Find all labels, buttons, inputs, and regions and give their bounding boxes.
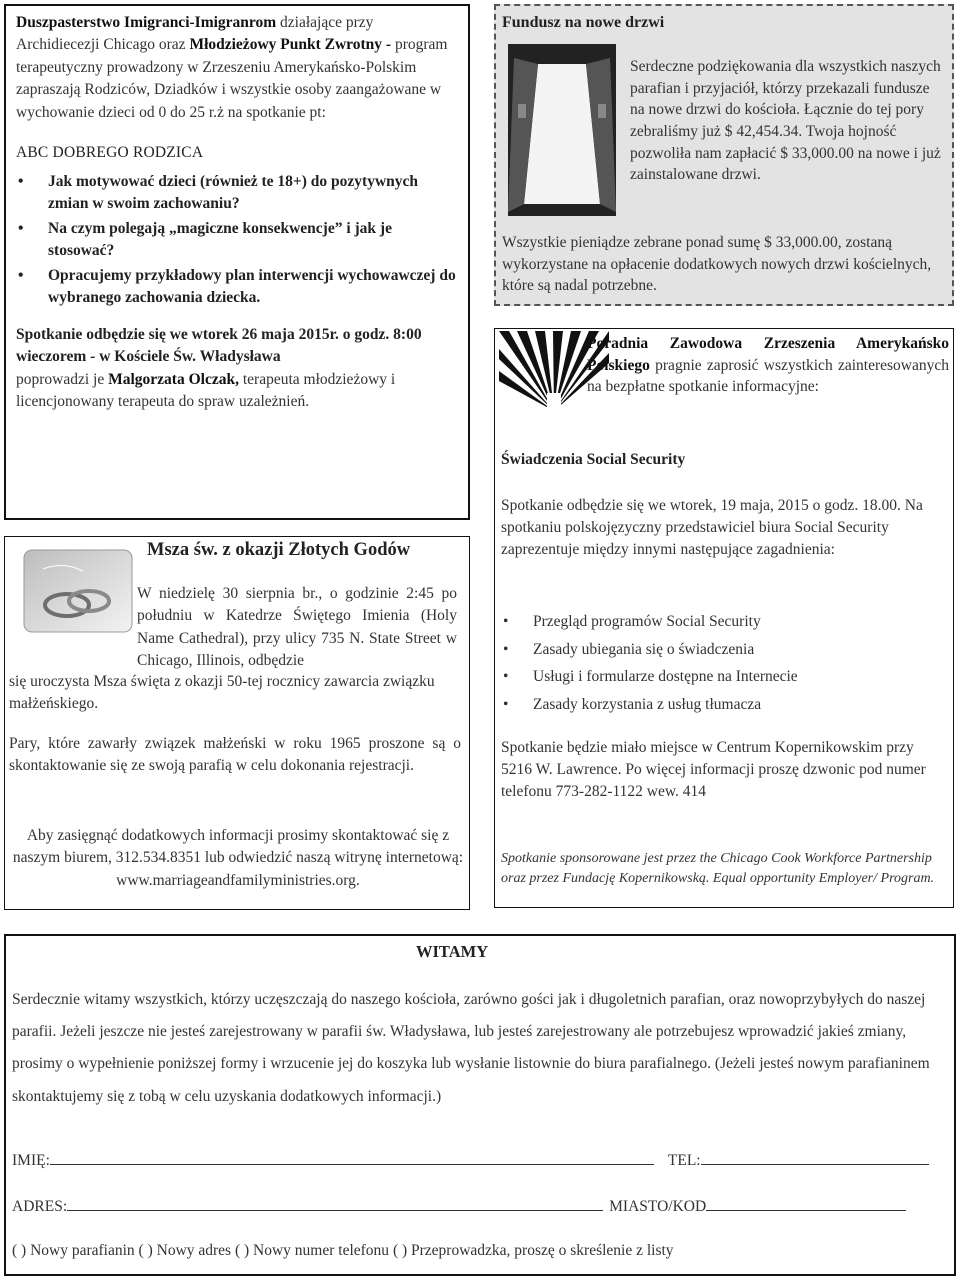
door-fund-title: Fundusz na nowe drzwi <box>502 14 665 31</box>
leader-name: Malgorzata Olczak, <box>108 370 239 388</box>
workshop-meeting-info: Spotkanie odbędzie się we wtorek 26 maja 2015r. o godz. 8:00 wieczorem - w Kościele Św. Władysława <box>16 325 422 366</box>
list-item: • Jak motywować dzieci (również te 18+) do pozytywnych zmian w swoim zachowaniu? <box>16 171 458 216</box>
couples-paragraph: Pary, które zawarły związek małżeński w roku 1965 proszone są o skontaktowanie się ze swoją parafią w celu dokonania rejestracji. <box>9 735 461 775</box>
intro-text-2: program terapeutyczny prowadzony w Zrzeszeniu Amerykańsko-Polskim zapraszają Rodziców, Dziadków i wszystkie osoby zaangażowane w wychowanie dzieci od 0 do 25 r.ż na spotkanie pt: <box>16 36 448 121</box>
address-city-row <box>12 1196 952 1218</box>
counseling-intro <box>587 333 949 398</box>
list-item: • Przegląd programów Social Security <box>501 611 947 633</box>
counseling-org-name: Poradnia Zawodowa Zrzeszenia Amerykańsko Polskiego <box>587 335 949 374</box>
contact-paragraph: Aby zasięgnąć dodatkowych informacji prosimy skontaktować się z naszym biurem, 312.534.8351 lub odwiedzić naszą witrynę internetową: www.marriageandfamilyministries.org. <box>12 827 464 889</box>
phone-label: TEL: <box>667 1152 701 1169</box>
anniversary-paragraph: W niedzielę 30 sierpnia br., o godzinie 2:45 po południu w Katedrze Świętego Imienia (Holy Name Cathedral), przy ulicy 735 N. State Street w Chicago, Illinois, odbędzie <box>137 585 457 670</box>
city-zip-label: MIASTO/KOD <box>609 1198 707 1215</box>
social-security-heading: Świadczenia Social Security <box>501 451 686 468</box>
option-new-address[interactable]: ( ) Nowy adres <box>138 1242 232 1259</box>
anniversary-paragraph-cont: się uroczysta Msza święta z okazji 50-tej rocznicy zawarcia związku małżeńskiego. <box>9 673 435 713</box>
address-field[interactable] <box>67 1196 603 1211</box>
welcome-paragraph: Serdecznie witamy wszystkich, którzy uczęszczają do naszego kościoła, zarówno gości jak i długoletnich parafian, oraz nowoprzybyłych do naszej parafii. Jeżeli jeszcze nie jesteś zarejestrowany w parafii św. Władysława, lub jesteś zarejestrowany ale potrzebujesz wprowadzić jakieś zmiany, prosimy o wypełnienie poniższej formy i wrzucenie jej do koszyka lub wysłanie listownie do biura parafialnego. (Jeżeli jesteś nowym parafianinem skontaktujemy się z tobą w celu uzyskania dodatkowych informacji.) <box>12 991 930 1105</box>
golden-anniversary-box <box>4 536 470 910</box>
workshop-heading: ABC DOBREGO RODZICA <box>16 144 204 162</box>
phone-field[interactable] <box>701 1150 929 1165</box>
list-item: • Usługi i formularze dostępne na Internecie <box>501 666 947 688</box>
option-new-parishioner[interactable]: ( ) Nowy parafianin <box>12 1242 135 1259</box>
door-fund-paragraph: Serdeczne podziękowania dla wszystkich naszych parafian i przyjaciół, którzy przekazali fundusze na nowe drzwi do kościoła. Łącznie do tej pory zebraliśmy już $ 42,454.34. Twoja hojność pozwoliła nam zapłacić $ 33,000.00 na nowe i już zainstalowane drzwi. <box>630 58 941 184</box>
workshop-leader <box>16 369 458 414</box>
door-fund-box <box>494 4 954 306</box>
workshop-topics-list <box>16 171 458 310</box>
list-item: • Opracujemy przykładowy plan interwencji wychowawczej do wybranego zachowania dziecka. <box>16 265 458 310</box>
door-fund-paragraph-2: Wszystkie pieniądze zebrane ponad sumę $ 33,000.00, zostaną wykorzystane na opłacenie dodatkowych nowych drzwi kościelnych, które są nadal potrzebne. <box>502 234 932 295</box>
open-door-image <box>508 44 616 216</box>
list-item: • Na czym polegają „magiczne konsekwencje” i jak je stosować? <box>16 218 458 263</box>
workshop-intro <box>16 12 458 124</box>
parenting-workshop-box <box>4 4 470 520</box>
sponsor-note: Spotkanie sponsorowane jest przez the Chicago Cook Workforce Partnership oraz przez Fundację Kopernikowską. Equal opportunity Employer/ Program. <box>501 851 935 886</box>
address-label: ADRES: <box>12 1198 68 1215</box>
list-item: • Zasady korzystania z usług tłumacza <box>501 694 947 716</box>
name-phone-row <box>12 1150 952 1172</box>
welcome-title: WITAMY <box>416 942 489 961</box>
option-new-phone[interactable]: ( ) Nowy numer telefonu <box>234 1242 390 1259</box>
social-security-box <box>494 328 954 908</box>
location-paragraph: Spotkanie będzie miało miejsce w Centrum Kopernikowskim przy 5216 W. Lawrence. Po więcej informacji proszę dzwonic pod numer telefonu 773-282-1122 wew. 414 <box>501 739 926 800</box>
leader-text-2: terapeuta młodzieżowy i licencjonowany terapeuta do spraw uzależnień. <box>16 370 396 411</box>
intro-text-1: działające przy Archidiecezji Chicago oraz <box>16 14 374 54</box>
social-security-paragraph: Spotkanie odbędzie się we wtorek, 19 maja, 2015 o godz. 18.00. Na spotkaniu polskojęzyczny przedstawiciel biura Social Security zaprezentuje między innymi następujące zagadnienia: <box>501 497 923 558</box>
intro-program-name: Młodzieżowy Punkt Zwrotny - <box>189 36 392 54</box>
welcome-registration-box <box>4 934 956 1276</box>
anniversary-title: Msza św. z okazji Złotych Godów <box>147 540 411 560</box>
counseling-intro-text: pragnie zaprosić wszystkich zainteresowanych na bezpłatne spotkanie informacyjne: <box>587 356 949 396</box>
intro-org-name: Duszpasterstwo Imigranci-Imigranrom <box>16 14 277 31</box>
name-label: IMIĘ: <box>12 1152 50 1169</box>
wedding-rings-image <box>23 549 133 633</box>
options-row <box>12 1240 952 1262</box>
social-security-topics-list <box>501 611 947 722</box>
city-zip-field[interactable] <box>706 1196 906 1211</box>
option-moving[interactable]: ( ) Przeprowadzka, proszę o skreślenie z listy <box>392 1242 674 1259</box>
list-item: • Zasady ubiegania się o świadczenia <box>501 639 947 661</box>
name-field[interactable] <box>50 1150 654 1165</box>
leader-text-1: poprowadzi je <box>16 370 109 388</box>
